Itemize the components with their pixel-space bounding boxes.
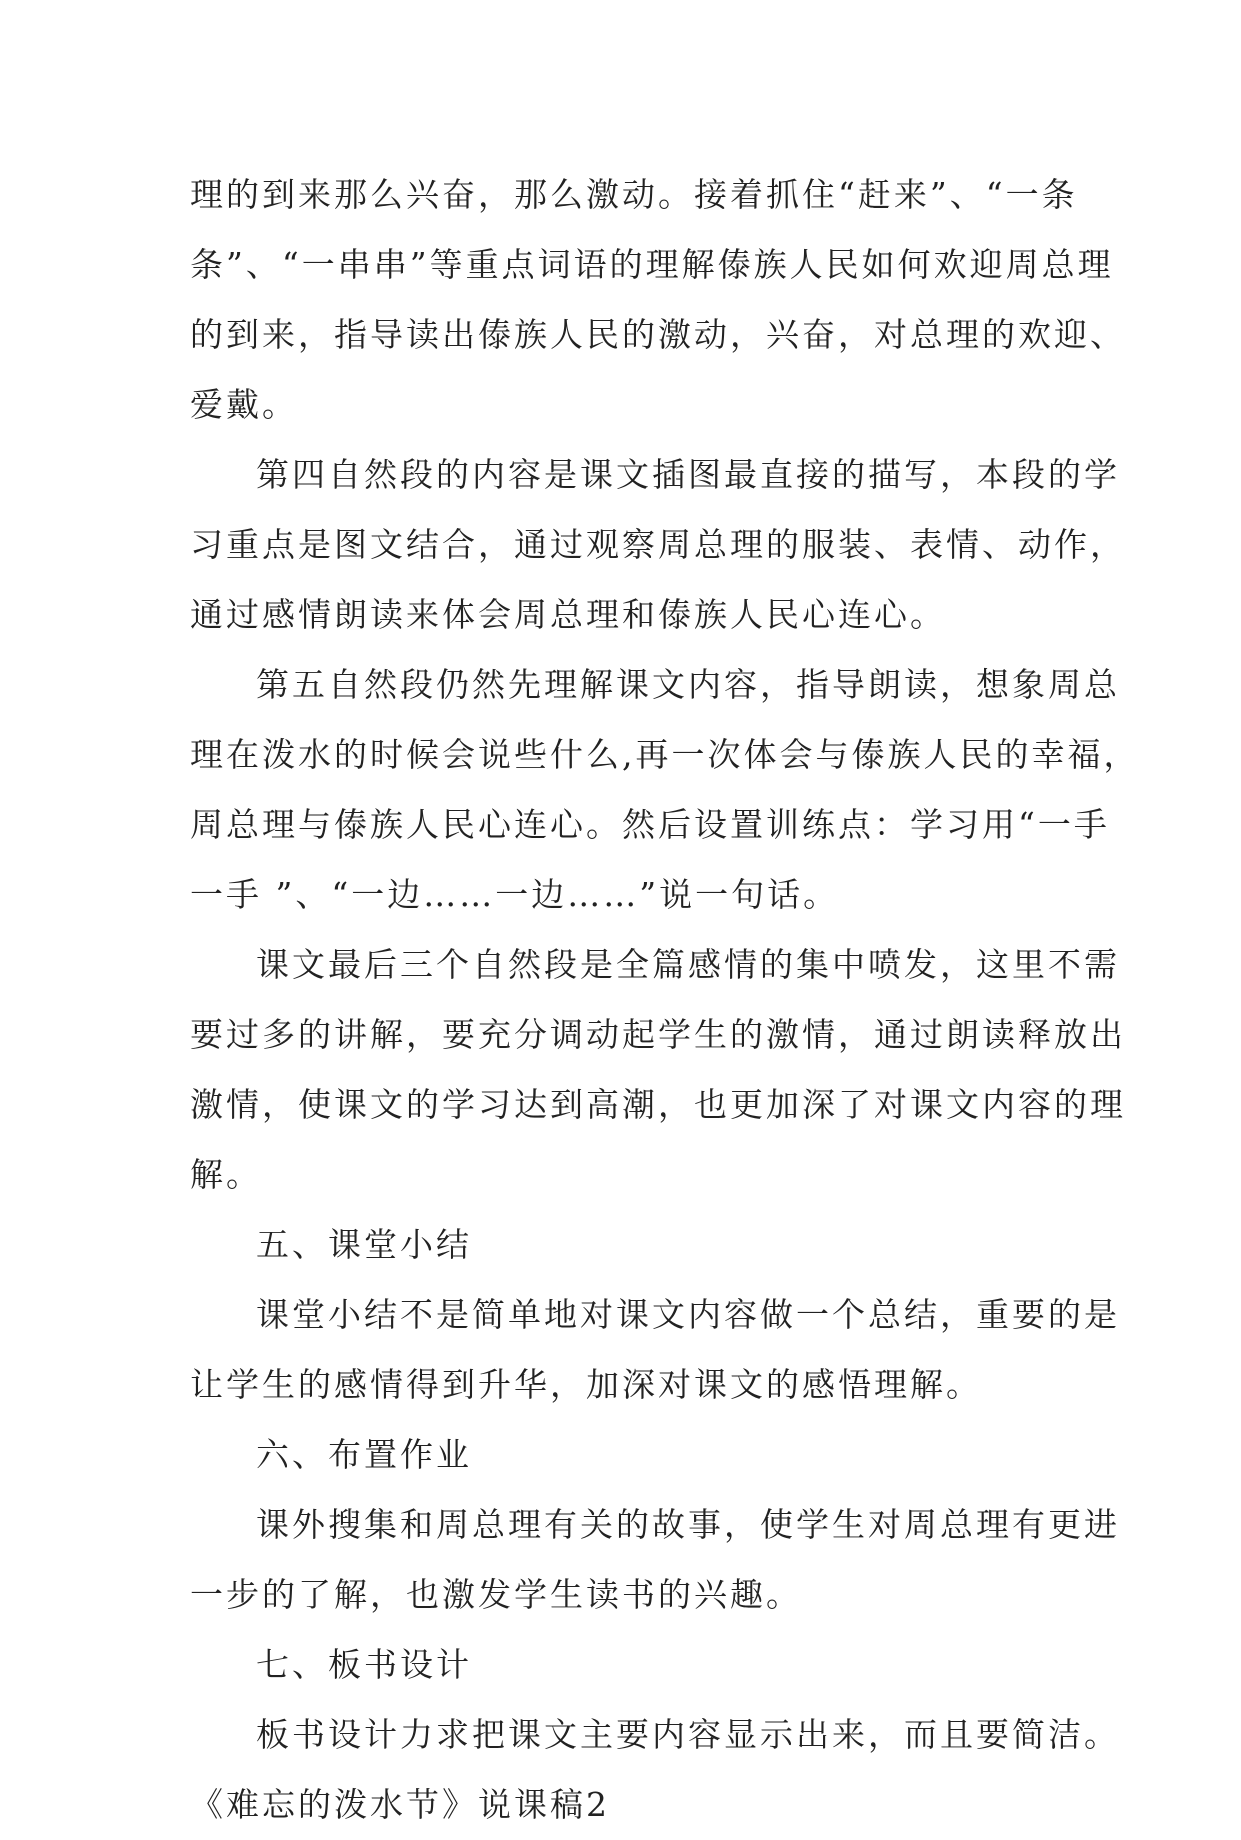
text-line: 的到来，指导读出傣族人民的激动，兴奋，对总理的欢迎、 [190, 315, 1126, 354]
text-line: 爱戴。 [190, 385, 298, 424]
text-line: 课文最后三个自然段是全篇感情的集中喷发，这里不需 [256, 945, 1120, 984]
text-line: 课堂小结不是简单地对课文内容做一个总结，重要的是 [256, 1295, 1120, 1334]
text-line: 一手 ”、“一边……一边……”说一句话。 [190, 875, 840, 914]
document-body [190, 160, 1140, 1840]
text-line: 通过感情朗读来体会周总理和傣族人民心连心。 [190, 595, 946, 634]
section-heading: 五、课堂小结 [256, 1225, 472, 1264]
text-line: 习重点是图文结合，通过观察周总理的服装、表情、动作， [190, 525, 1126, 564]
text-line: 让学生的感情得到升华，加深对课文的感悟理解。 [190, 1365, 982, 1404]
text-line: 板书设计力求把课文主要内容显示出来，而且要简洁。 [256, 1715, 1120, 1754]
text-line: 条”、“一串串”等重点词语的理解傣族人民如何欢迎周总理 [190, 245, 1114, 284]
text-line: 激情，使课文的学习达到高潮，也更加深了对课文内容的理 [190, 1085, 1126, 1124]
text-line: 课外搜集和周总理有关的故事，使学生对周总理有更进 [256, 1505, 1120, 1544]
text-line: 第四自然段的内容是课文插图最直接的描写，本段的学 [256, 455, 1120, 494]
text-line: 理的到来那么兴奋，那么激动。接着抓住“赶来”、“一条 [190, 175, 1078, 214]
text-line: 一步的了解，也激发学生读书的兴趣。 [190, 1575, 802, 1614]
text-line: 第五自然段仍然先理解课文内容，指导朗读，想象周总 [256, 665, 1120, 704]
text-line: 解。 [190, 1155, 262, 1194]
text-line: 要过多的讲解，要充分调动起学生的激情，通过朗读释放出 [190, 1015, 1126, 1054]
text-line: 周总理与傣族人民心连心。然后设置训练点：学习用“一手 [190, 805, 1110, 844]
section-heading: 七、板书设计 [256, 1645, 472, 1684]
section-heading: 六、布置作业 [256, 1435, 472, 1474]
document-title-line: 《难忘的泼水节》说课稿2 [190, 1785, 610, 1824]
text-line: 理在泼水的时候会说些什么,再一次体会与傣族人民的幸福， [190, 735, 1140, 774]
